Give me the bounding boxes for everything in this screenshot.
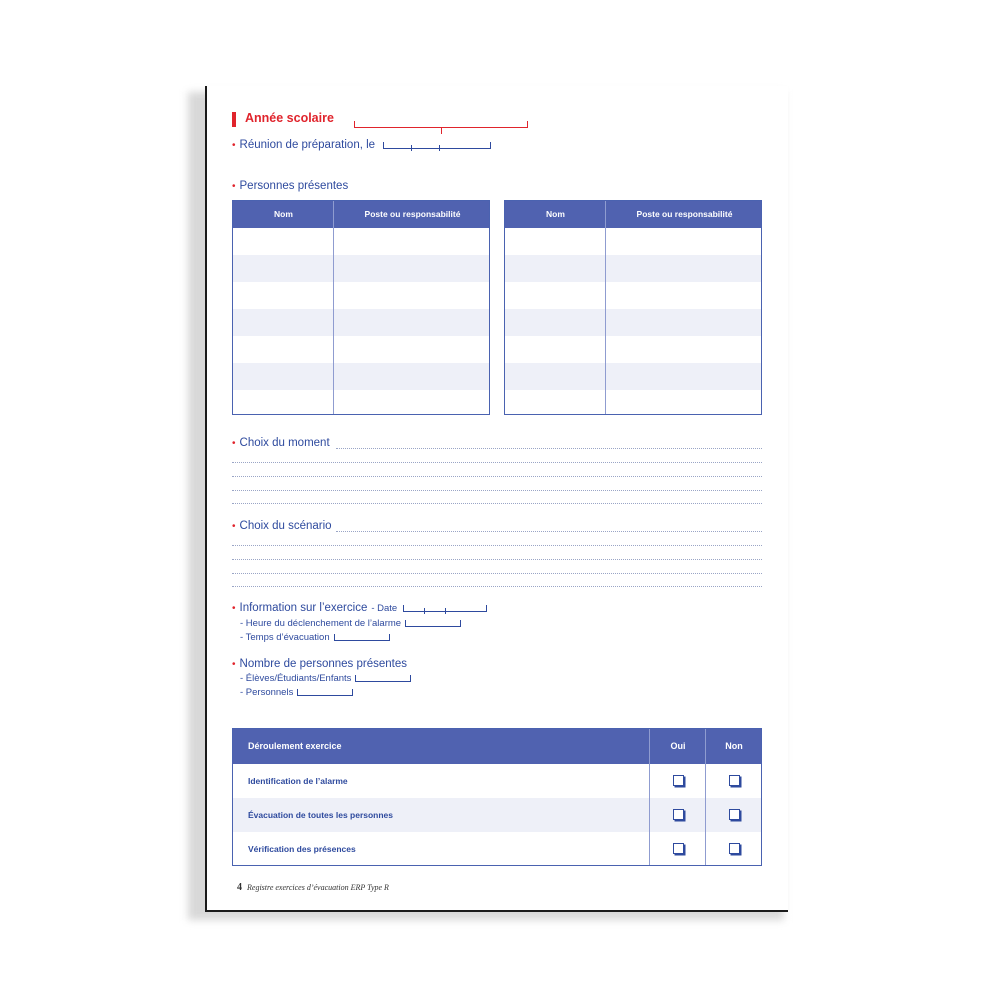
choix-moment-line[interactable]: [232, 490, 762, 491]
reunion-label: Réunion de préparation, le: [239, 139, 376, 151]
information-label: Information sur l’exercice: [239, 602, 368, 614]
exercice-date-field[interactable]: [403, 605, 487, 612]
choix-moment-label: Choix du moment: [239, 437, 330, 449]
choix-scenario-line[interactable]: [232, 573, 762, 574]
table-row: [233, 764, 761, 798]
personnels-field[interactable]: [297, 689, 353, 696]
row-label: Vérification des présences: [248, 844, 356, 854]
bullet-icon: •: [232, 139, 236, 151]
col-poste-header: Poste ou responsabilité: [364, 209, 461, 219]
table-row[interactable]: [505, 336, 761, 363]
page-footer: [237, 882, 389, 893]
choix-moment-line[interactable]: [336, 448, 762, 449]
personnes-label: Personnes présentes: [239, 180, 349, 192]
non-checkbox[interactable]: [729, 775, 740, 786]
column-divider: [649, 729, 650, 865]
annee-scolaire-field[interactable]: [350, 116, 528, 134]
choix-scenario-row: [232, 520, 332, 532]
deroulement-table: [232, 728, 762, 866]
personnes-table-left: [232, 200, 490, 415]
nombre-label: Nombre de personnes présentes: [239, 658, 408, 670]
choix-moment-row: [232, 437, 330, 449]
personnes-table-right: [504, 200, 762, 415]
choix-scenario-line[interactable]: [232, 559, 762, 560]
non-checkbox[interactable]: [729, 809, 740, 820]
table-row: [233, 832, 761, 866]
personnels-row: [240, 687, 353, 698]
choix-scenario-line[interactable]: [232, 586, 762, 587]
footer-text: Registre exercices d’évacuation ERP Type R: [247, 883, 389, 892]
title-marker: [232, 112, 236, 127]
reunion-date-field[interactable]: [383, 142, 491, 149]
row-label: Identification de l’alarme: [248, 776, 348, 786]
table-row[interactable]: [505, 363, 761, 390]
oui-checkbox[interactable]: [673, 809, 684, 820]
temps-label: - Temps d’évacuation: [240, 632, 330, 643]
eleves-label: - Élèves/Étudiants/Enfants: [240, 673, 352, 684]
table-row[interactable]: [233, 363, 489, 390]
table-header: [233, 201, 489, 228]
oui-checkbox[interactable]: [673, 775, 684, 786]
column-divider: [705, 729, 706, 865]
non-checkbox[interactable]: [729, 843, 740, 854]
row-label: Évacuation de toutes les personnes: [248, 810, 394, 820]
bullet-icon: •: [232, 520, 236, 532]
col-nom-header: Nom: [274, 209, 293, 219]
personnels-label: - Personnels: [240, 687, 294, 698]
choix-scenario-line[interactable]: [336, 531, 762, 532]
non-header: Non: [725, 741, 743, 751]
choix-scenario-line[interactable]: [232, 545, 762, 546]
nombre-row: [232, 658, 407, 670]
temps-field[interactable]: [334, 634, 390, 641]
oui-header: Oui: [670, 741, 686, 751]
annee-scolaire-label: Année scolaire: [245, 111, 334, 125]
table-row[interactable]: [233, 336, 489, 363]
table-row[interactable]: [505, 228, 761, 255]
table-row[interactable]: [233, 228, 489, 255]
personnes-row: [232, 180, 348, 192]
table-row: [233, 798, 761, 832]
choix-scenario-label: Choix du scénario: [239, 520, 332, 532]
col-poste-header: Poste ou responsabilité: [636, 209, 733, 219]
heure-field[interactable]: [405, 620, 461, 627]
bullet-icon: •: [232, 658, 236, 670]
col-nom-header: Nom: [546, 209, 565, 219]
table-row[interactable]: [505, 282, 761, 309]
table-row[interactable]: [233, 282, 489, 309]
table-row[interactable]: [505, 309, 761, 336]
information-row: [232, 602, 487, 614]
deroulement-header-label: Déroulement exercice: [248, 741, 342, 751]
deroulement-header: [233, 729, 761, 764]
bullet-icon: •: [232, 180, 236, 192]
table-row[interactable]: [233, 390, 489, 415]
table-header: [505, 201, 761, 228]
column-divider: [333, 201, 334, 414]
column-divider: [605, 201, 606, 414]
table-row[interactable]: [233, 255, 489, 282]
table-row[interactable]: [233, 309, 489, 336]
page-number: 4: [237, 882, 242, 893]
table-row[interactable]: [505, 255, 761, 282]
oui-checkbox[interactable]: [673, 843, 684, 854]
bullet-icon: •: [232, 437, 236, 449]
heure-row: [240, 618, 461, 629]
heure-label: - Heure du déclenchement de l’alarme: [240, 618, 402, 629]
temps-row: [240, 632, 390, 643]
table-row[interactable]: [505, 390, 761, 415]
choix-moment-line[interactable]: [232, 462, 762, 463]
date-label: - Date: [371, 602, 398, 614]
eleves-row: [240, 673, 411, 684]
reunion-row: [232, 139, 491, 151]
bullet-icon: •: [232, 602, 236, 614]
choix-moment-line[interactable]: [232, 503, 762, 504]
choix-moment-line[interactable]: [232, 476, 762, 477]
eleves-field[interactable]: [355, 675, 411, 682]
